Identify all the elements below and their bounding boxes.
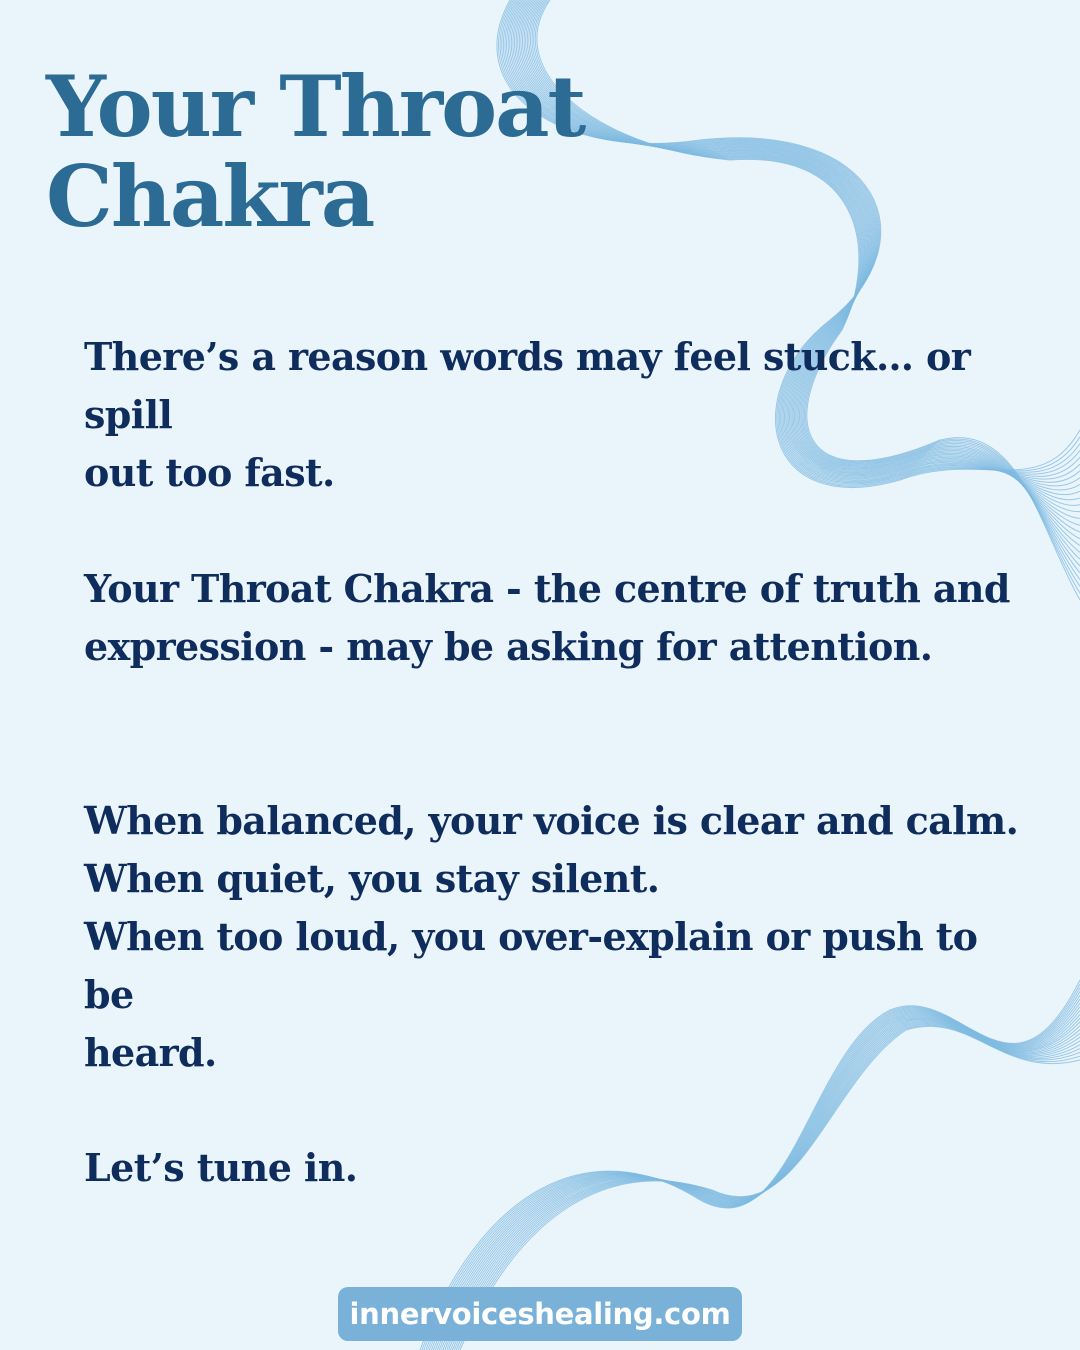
intro-paragraph <box>84 328 1024 502</box>
text-line: When balanced, your voice is clear and calm. <box>84 798 1019 843</box>
chakra-description-paragraph <box>84 560 1024 676</box>
text-line: expression - may be asking for attention. <box>84 624 933 669</box>
balance-states-paragraph <box>84 792 1024 1082</box>
page-title <box>46 57 585 246</box>
text-line: heard. <box>84 1030 217 1075</box>
wave-line <box>535 0 1080 593</box>
title-line: Your Throat <box>46 57 585 156</box>
text-line: Let’s tune in. <box>84 1145 358 1190</box>
text-line: When too loud, you over-explain or push to be <box>84 914 978 1017</box>
wave-line <box>537 0 1080 600</box>
text-line: out too fast. <box>84 450 335 495</box>
title-line: Chakra <box>46 147 374 246</box>
text-line: When quiet, you stay silent. <box>84 856 660 901</box>
text-line: There’s a reason words may feel stuck… or spill <box>84 334 971 437</box>
text-line: Your Throat Chakra - the centre of truth and <box>84 566 1010 611</box>
website-badge[interactable]: innervoiceshealing.com <box>338 1287 742 1341</box>
top-wave-ribbon <box>497 0 1080 600</box>
closing-paragraph <box>84 1139 1024 1197</box>
